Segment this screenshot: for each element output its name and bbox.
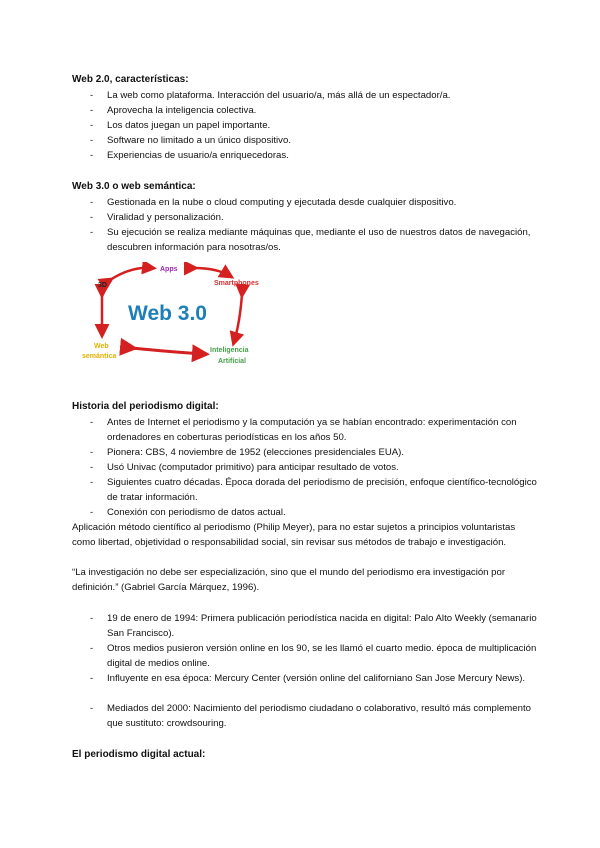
list-item-text: Pionera: CBS, 4 noviembre de 1952 (elecciones presidenciales EUA).	[107, 447, 405, 458]
diagram-3d: 3D	[98, 282, 107, 289]
list-item-text: Usó Univac (computador primitivo) para anticipar resultado de votos.	[107, 462, 399, 473]
list-item-text: Experiencias de usuario/a enriquecedoras.	[107, 150, 289, 161]
current-heading: El periodismo digital actual:	[72, 749, 206, 760]
quote-garcia-marquez: “La investigación no debe ser especialización, sino que el mundo del periodismo era investigación por definición.” (Gabriel García Márquez, 1996).	[72, 567, 506, 593]
diagram-center: Web 3.0	[128, 302, 207, 325]
list-item-text: Conexión con periodismo de datos actual.	[107, 507, 286, 518]
diagram-ia-2: Artificial	[218, 358, 247, 365]
arrow-apps-smartphones	[194, 268, 230, 276]
list-item-text: Viralidad y personalización.	[107, 212, 224, 223]
diagram-smartphones: Smartphones	[214, 280, 259, 287]
diagram-ia-1: Inteligencia	[210, 347, 249, 354]
list-item-text: Su ejecución se realiza mediante máquinas que, mediante el uso de nuestros datos de navegación, descubren información para nosotras/os.	[107, 227, 531, 253]
list-item-text: Aprovecha la inteligencia colectiva.	[107, 105, 257, 116]
list-item-text: Otros medios pusieron versión online en los 90, se les llamó el cuarto medio. época de multiplicación digital de medios online.	[107, 643, 537, 669]
document-page: Web 2.0, características: - La web como plataforma. Interacción del usuario/a, más allá de un espectador/a. - Aprovecha la inteligencia colectiva. - Los datos juegan un papel importante. - Software no limitado a un único dispositivo. - Experiencias de usuario/a enriquecedoras. Web 3.0 o web semántica: - Gestionada en la nube o cloud computing y ejecutada desde cualquier dispositivo. - Viralidad y personalización. - Su ejecución se realiza mediante máquinas que, mediante el uso de nuestros datos de navegación, descubren información para nosotras/os. Web 3.0 Apps 3D Smartphones Web semántica Inteligencia Artificial Historia del periodismo digital: - Antes de Internet el periodismo y la computación ya se habían encontrado: experimentación con ordenadores en coberturas periodísticas en los años 50. - Pionera: CBS, 4 noviembre de 1952 (elecciones presidenciales EUA). - Usó Univac (computador primitivo) para anticipar resultado de votos. - Siguientes cuatro décadas. Época dorada del periodismo de precisión, enfoque científico-tecnológico de tratar información. - Conexión con periodismo de datos actual. Aplicación método científico al periodismo (Philip Meyer), para no estar sujetos a principios voluntaristas como libertad, objetividad o responsabilidad social, sin revisar sus métodos de trabajo e investigación. “La investigación no debe ser especialización, sino que el mundo del periodismo era investigación por definición.” (Gabriel García Márquez, 1996). - 19 de enero de 1994: Primera publicación periodística nacida en digital: Palo Alto Weekly (semanario San Francisco). - Otros medios pusieron versión online en los 90, se les llamó el cuarto medio. época de multiplicación digital de medios online. - Influyente en esa época: Mercury Center (versión online del californiano San Jose Mercury News). - Mediados del 2000: Nacimiento del periodismo ciudadano o colaborativo, resultó más complemento que sustituto: crowdsouring. El periodismo digital actual:	[0, 0, 600, 848]
list-item-text: La web como plataforma. Interacción del usuario/a, más allá de un espectador/a.	[107, 90, 451, 101]
web2-heading	[72, 73, 189, 87]
list-item-text: Gestionada en la nube o cloud computing y ejecutada desde cualquier dispositivo.	[107, 197, 457, 208]
web2-heading-main: Web 2.0	[72, 74, 110, 85]
list-item-text: Mediados del 2000: Nacimiento del periodismo ciudadano o colaborativo, resultó más complemento que sustituto: crowdsouring.	[107, 703, 531, 729]
web3-diagram	[72, 262, 272, 374]
arrow-smartphones-ia	[234, 294, 242, 342]
list-item: - Antes de Internet el periodismo y la computación ya se habían encontrado: experimentación con ordenadores en coberturas periodísticas en los años 50.	[90, 415, 540, 445]
list-item-text: Los datos juegan un papel importante.	[107, 120, 271, 131]
arrow-web-ia	[132, 348, 204, 354]
list-item: - Siguientes cuatro décadas. Época dorada del periodismo de precisión, enfoque científico-tecnológico de tratar información.	[90, 477, 537, 503]
history-heading: Historia del periodismo digital:	[72, 401, 219, 412]
paragraph-meyer: Aplicación método científico al periodismo (Philip Meyer), para no estar sujetos a principios voluntaristas como libertad, objetividad o responsabilidad social, sin revisar sus métodos de trabajo e investigación.	[72, 522, 516, 548]
list-item-text: Influyente en esa época: Mercury Center (versión online del californiano San Jose Mercury News).	[107, 673, 526, 684]
list-item-text: Software no limitado a un único dispositivo.	[107, 135, 291, 146]
diagram-apps: Apps	[160, 266, 178, 273]
web2-heading-rest: , características:	[109, 74, 189, 85]
diagram-web-semantica-1: Web	[94, 343, 109, 350]
diagram-web-semantica-2: semántica	[82, 353, 117, 360]
list-item-text: Siguientes cuatro décadas. Época dorada del periodismo de precisión, enfoque científico-tecnológico de tratar información.	[107, 477, 537, 503]
web3-diagram-graphic	[72, 262, 272, 374]
web3-heading: Web 3.0 o web semántica:	[72, 181, 196, 192]
arrow-3d-apps	[110, 268, 152, 280]
list-item-text: 19 de enero de 1994: Primera publicación periodística nacida en digital: Palo Alto Weekly (semanario San Francisco).	[107, 613, 537, 639]
list-item-text: Antes de Internet el periodismo y la computación ya se habían encontrado: experimentación con ordenadores en coberturas periodísticas en los años 50.	[107, 417, 517, 443]
